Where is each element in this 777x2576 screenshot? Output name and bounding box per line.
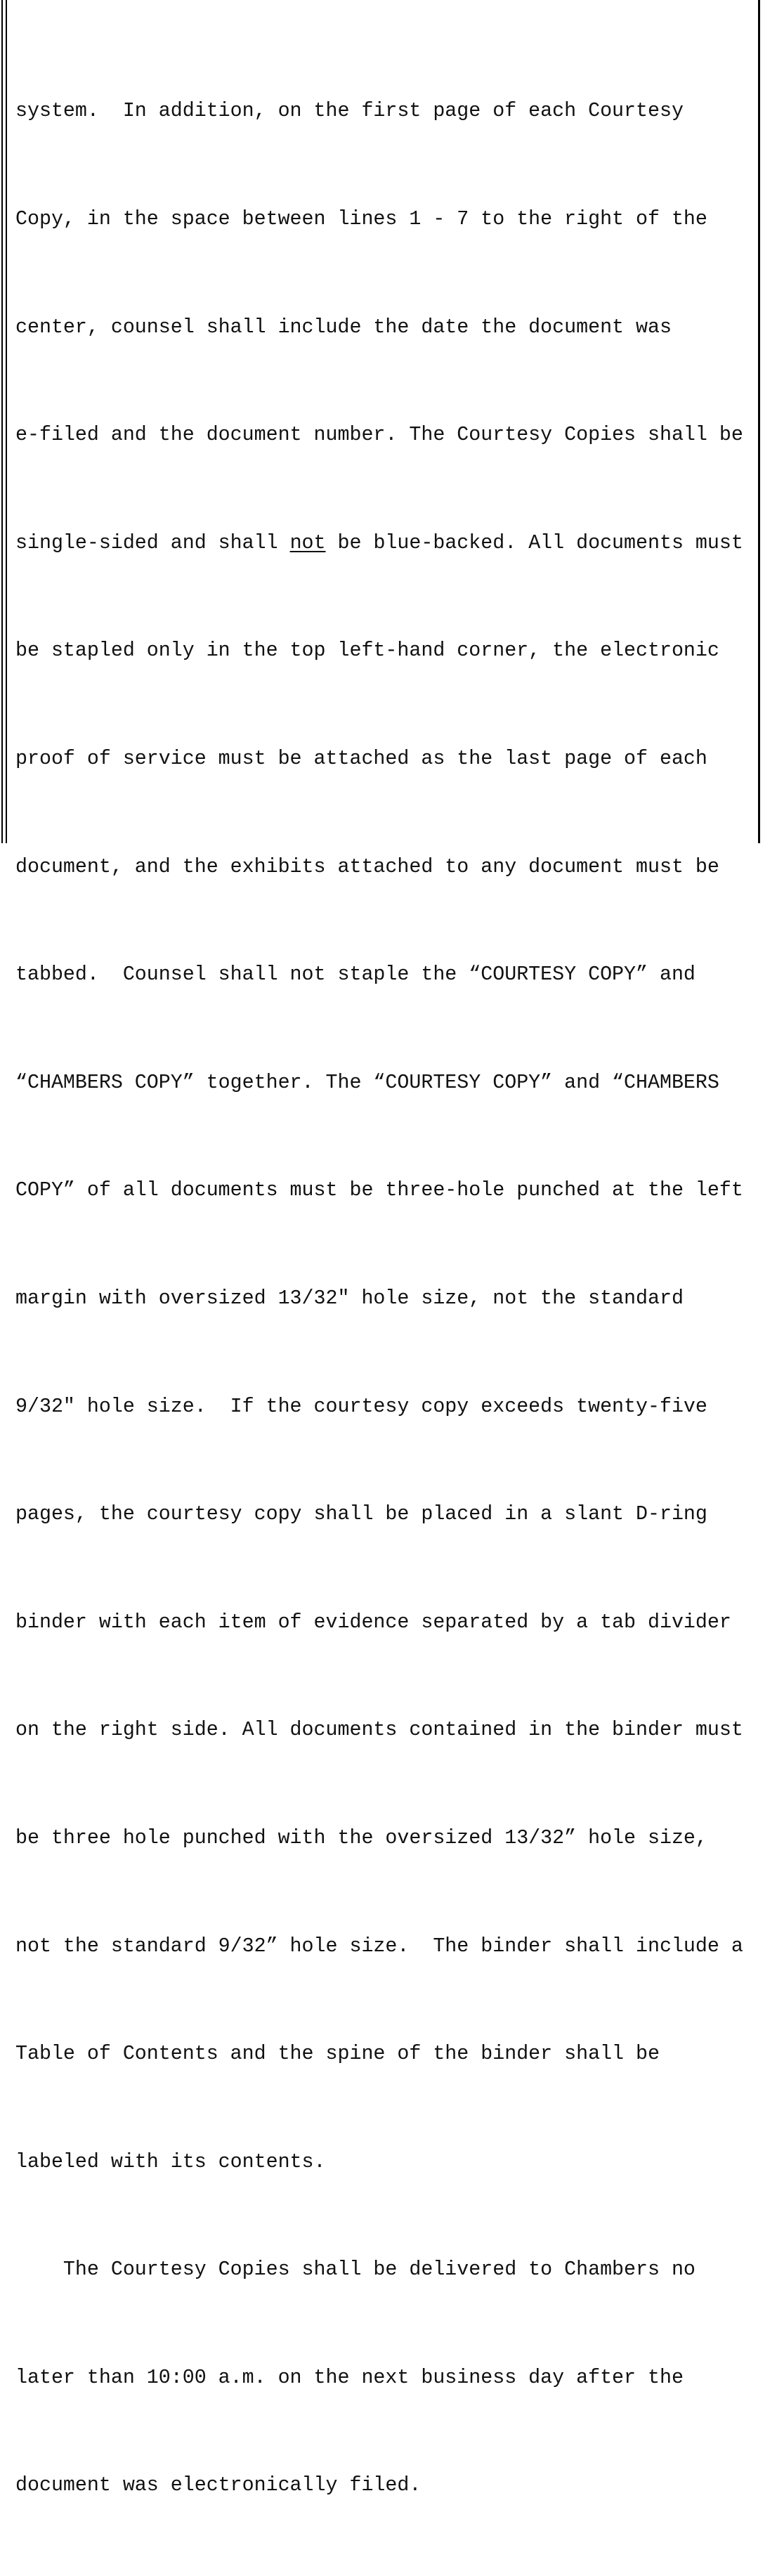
text-line (15, 526, 753, 561)
text-line: document was electronically filed. (15, 2474, 422, 2497)
text-line: center, counsel shall include the date the document was (15, 316, 672, 339)
text-line: labeled with its contents. (15, 2150, 326, 2173)
text-line: e-filed and the document number. The Courtesy Copies shall be (15, 424, 743, 447)
text-line: proof of service must be attached as the last page of each (15, 747, 707, 770)
text-line: not the standard 9/32” hole size. The binder shall include a (15, 1934, 743, 1958)
text-line: tabbed. Counsel shall not staple the “COURTESY COPY” and (15, 963, 696, 987)
right-margin-rule (758, 0, 760, 843)
text-line: margin with oversized 13/32" hole size, not the standard (15, 1287, 684, 1310)
text-line: “CHAMBERS COPY” together. The “COURTESY COPY” and “CHAMBERS (15, 1071, 719, 1094)
text-line: later than 10:00 a.m. on the next business day after the (15, 2366, 684, 2389)
underlined-emphasis: not (289, 531, 326, 554)
text-line: on the right side. All documents contained in the binder must (15, 1719, 743, 1742)
text-line: The Courtesy Copies shall be delivered to Chambers no (15, 2258, 696, 2282)
text-line: Copy, in the space between lines 1 - 7 to the right of the (15, 208, 707, 230)
left-margin-rule-outer (1, 0, 3, 843)
left-margin-rule-inner (6, 0, 7, 843)
text-segment: be blue-backed. All documents must (325, 531, 743, 554)
text-line: pages, the courtesy copy shall be placed in a slant D-ring (15, 1503, 707, 1526)
text-line: document, and the exhibits attached to any document must be (15, 855, 719, 878)
text-line: be stapled only in the top left-hand corner, the electronic (15, 639, 719, 663)
body-text (15, 22, 753, 2576)
text-line: system. In addition, on the first page of each Courtesy (15, 100, 684, 123)
text-segment: single-sided and shall (15, 531, 290, 554)
text-line: binder with each item of evidence separated by a tab divider (15, 1611, 731, 1634)
text-line: Table of Contents and the spine of the binder shall be (15, 2043, 660, 2066)
text-line: 9/32" hole size. If the courtesy copy exceeds twenty-five (15, 1395, 707, 1418)
text-line: be three hole punched with the oversized 13/32” hole size, (15, 1826, 707, 1849)
text-line: COPY” of all documents must be three-hole punched at the left (15, 1179, 743, 1202)
